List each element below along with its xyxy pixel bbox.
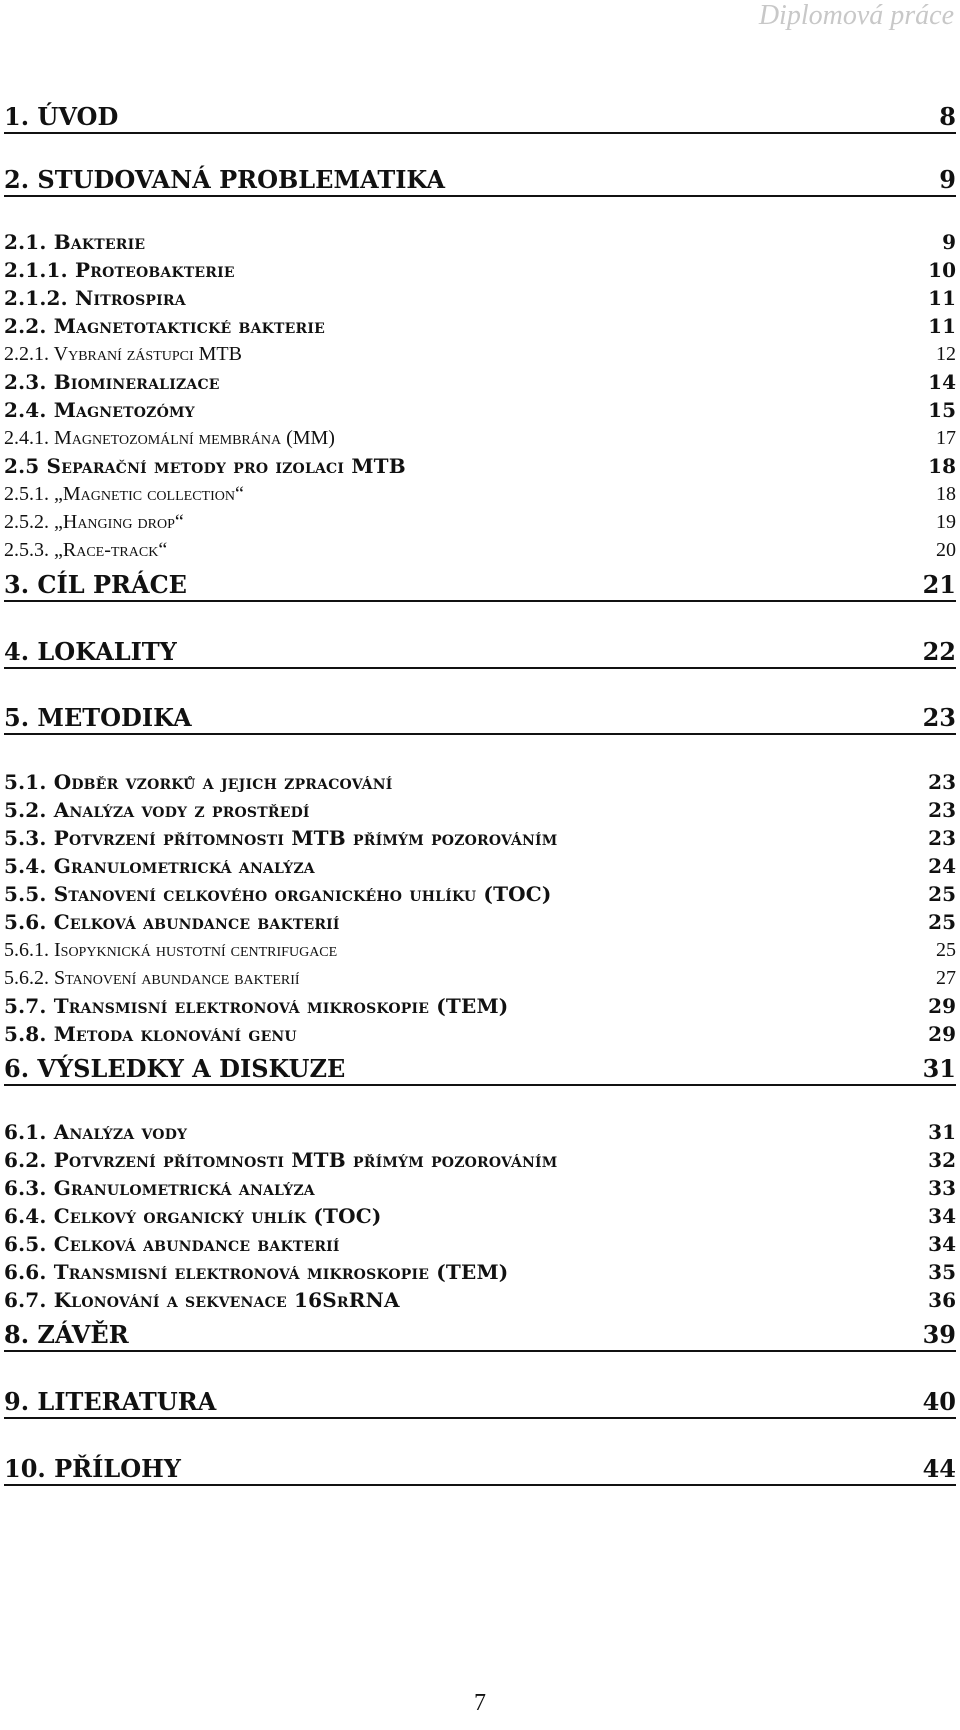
toc-entry[interactable] — [4, 1020, 956, 1048]
toc-entry-page: 17 — [936, 427, 956, 449]
toc-entry[interactable] — [4, 1174, 956, 1202]
toc-entry[interactable] — [4, 852, 956, 880]
toc-entry-title: 2.1.1. Proteobakterie — [4, 258, 235, 282]
toc-entry-title: 2.4. Magnetozómy — [4, 398, 195, 422]
toc-entry-title: 2.2. Magnetotaktické bakterie — [4, 314, 325, 338]
toc-entry[interactable] — [4, 768, 956, 796]
toc-entry-title: 2.1.2. Nitrospira — [4, 286, 186, 310]
toc-entry[interactable] — [4, 1454, 956, 1486]
toc-entry[interactable] — [4, 368, 956, 396]
toc-entry-page: 23 — [928, 798, 956, 822]
toc-entry-page: 36 — [928, 1288, 956, 1312]
toc-entry-page: 44 — [922, 1454, 956, 1483]
toc-entry-title: 5.2. Analýza vody z prostředí — [4, 798, 310, 822]
toc-entry[interactable] — [4, 936, 956, 964]
toc-entry[interactable] — [4, 396, 956, 424]
toc-entry[interactable] — [4, 637, 956, 669]
toc-entry-page: 15 — [928, 398, 956, 422]
toc-entry-page: 39 — [922, 1320, 956, 1349]
toc-entry[interactable] — [4, 102, 956, 134]
toc-entry-title: 10. PŘÍLOHY — [4, 1454, 181, 1483]
toc-entry-page: 25 — [928, 882, 956, 906]
toc-entry-page: 25 — [928, 910, 956, 934]
toc-entry[interactable] — [4, 796, 956, 824]
toc-entry[interactable] — [4, 508, 956, 536]
page-number: 7 — [474, 1690, 486, 1716]
toc-entry-title: 5.8. Metoda klonování genu — [4, 1022, 297, 1046]
toc-entry-title: 6.7. Klonování a sekvenace 16SrRNA — [4, 1288, 400, 1312]
toc-entry[interactable] — [4, 452, 956, 480]
toc-entry-title: 2.5.1. „Magnetic collection“ — [4, 483, 244, 505]
toc-entry-title: 5.4. Granulometrická analýza — [4, 854, 315, 878]
toc-entry-title: 6.3. Granulometrická analýza — [4, 1176, 315, 1200]
toc-entry-page: 21 — [922, 570, 956, 599]
toc-entry-page: 9 — [939, 165, 956, 194]
toc-entry-page: 29 — [928, 1022, 956, 1046]
toc-entry-title: 8. ZÁVĚR — [4, 1320, 129, 1349]
toc-entry[interactable] — [4, 570, 956, 602]
toc-entry[interactable] — [4, 1320, 956, 1352]
toc-entry-page: 11 — [928, 286, 956, 310]
toc-entry-title: 2.2.1. Vybraní zástupci MTB — [4, 343, 242, 365]
toc-entry-title: 5. METODIKA — [4, 703, 192, 732]
toc-entry[interactable] — [4, 256, 956, 284]
toc-entry-page: 31 — [928, 1120, 956, 1144]
toc-entry-page: 20 — [936, 539, 956, 561]
toc-entry-title: 2.1. Bakterie — [4, 230, 146, 254]
toc-entry-page: 23 — [922, 703, 956, 732]
toc-entry-title: 6.1. Analýza vody — [4, 1120, 188, 1144]
toc-entry-title: 5.5. Stanovení celkového organického uhlíku (TOC) — [4, 882, 552, 906]
toc-entry-page: 32 — [928, 1148, 956, 1172]
toc-entry-title: 5.1. Odběr vzorků a jejich zpracování — [4, 770, 393, 794]
toc-entry-page: 33 — [928, 1176, 956, 1200]
toc-entry[interactable] — [4, 824, 956, 852]
toc-entry-title: 2.5.2. „Hanging drop“ — [4, 511, 184, 533]
toc-entry[interactable] — [4, 908, 956, 936]
toc-entry-title: 5.6.1. Isopyknická hustotní centrifugace — [4, 939, 338, 961]
toc-entry-title: 5.7. Transmisní elektronová mikroskopie (TEM) — [4, 994, 509, 1018]
toc-entry-title: 6. VÝSLEDKY A DISKUZE — [4, 1054, 346, 1083]
toc-entry-page: 27 — [936, 967, 956, 989]
toc-entry-page: 11 — [928, 314, 956, 338]
toc-entry-title: 2.4.1. Magnetozomální membrána (MM) — [4, 427, 335, 449]
toc-entry-title: 6.2. Potvrzení přítomnosti MTB přímým pozorováním — [4, 1148, 558, 1172]
toc-entry[interactable] — [4, 1286, 956, 1314]
toc-entry-title: 2.5 Separační metody pro izolaci MTB — [4, 454, 406, 478]
toc-entry-title: 6.5. Celková abundance bakterií — [4, 1232, 340, 1256]
toc-entry[interactable] — [4, 703, 956, 735]
toc-entry[interactable] — [4, 1387, 956, 1419]
toc-entry-title: 5.3. Potvrzení přítomnosti MTB přímým pozorováním — [4, 826, 558, 850]
toc-entry-page: 25 — [936, 939, 956, 961]
toc-entry-page: 10 — [928, 258, 956, 282]
toc-entry[interactable] — [4, 480, 956, 508]
toc-entry[interactable] — [4, 312, 956, 340]
toc-entry-title: 2.3. Biomineralizace — [4, 370, 220, 394]
toc-entry[interactable] — [4, 1146, 956, 1174]
toc-entry-page: 23 — [928, 770, 956, 794]
toc-entry-title: 5.6. Celková abundance bakterií — [4, 910, 340, 934]
toc-entry[interactable] — [4, 964, 956, 992]
toc-entry-page: 19 — [936, 511, 956, 533]
toc-entry[interactable] — [4, 992, 956, 1020]
toc-entry[interactable] — [4, 1258, 956, 1286]
toc-entry[interactable] — [4, 880, 956, 908]
toc-entry-page: 40 — [922, 1387, 956, 1416]
toc-entry[interactable] — [4, 1054, 956, 1086]
toc-entry-page: 24 — [928, 854, 956, 878]
toc-entry[interactable] — [4, 228, 956, 256]
toc-entry[interactable] — [4, 1118, 956, 1146]
toc-entry-title: 6.6. Transmisní elektronová mikroskopie (TEM) — [4, 1260, 509, 1284]
running-header: Diplomová práce — [758, 0, 954, 31]
toc-entry-title: 1. ÚVOD — [4, 102, 119, 131]
toc-entry[interactable] — [4, 536, 956, 564]
toc-entry-page: 29 — [928, 994, 956, 1018]
toc-entry-page: 23 — [928, 826, 956, 850]
toc-entry-page: 12 — [936, 343, 956, 365]
toc-entry-page: 34 — [928, 1204, 956, 1228]
toc-entry-title: 9. LITERATURA — [4, 1387, 217, 1416]
toc-entry-page: 8 — [939, 102, 956, 131]
toc-entry-title: 3. CÍL PRÁCE — [4, 570, 187, 599]
toc-entry-page: 18 — [928, 454, 956, 478]
toc-entry-page: 18 — [936, 483, 956, 505]
toc-entry-title: 6.4. Celkový organický uhlík (TOC) — [4, 1204, 382, 1228]
toc-entry-page: 22 — [922, 637, 956, 666]
toc-entry[interactable] — [4, 284, 956, 312]
toc-entry[interactable] — [4, 1202, 956, 1230]
toc-entry[interactable] — [4, 1230, 956, 1258]
toc-entry[interactable] — [4, 165, 956, 197]
toc-entry-title: 5.6.2. Stanovení abundance bakterií — [4, 967, 300, 989]
toc-entry-title: 2. STUDOVANÁ PROBLEMATIKA — [4, 165, 445, 194]
toc-entry-page: 34 — [928, 1232, 956, 1256]
toc-entry-page: 31 — [922, 1054, 956, 1083]
toc-entry-page: 14 — [928, 370, 956, 394]
toc-entry-title: 2.5.3. „Race-track“ — [4, 539, 168, 561]
toc-entry-page: 35 — [928, 1260, 956, 1284]
toc-entry[interactable] — [4, 424, 956, 452]
toc-entry-page: 9 — [942, 230, 956, 254]
toc-entry-title: 4. LOKALITY — [4, 637, 177, 666]
toc-entry[interactable] — [4, 340, 956, 368]
